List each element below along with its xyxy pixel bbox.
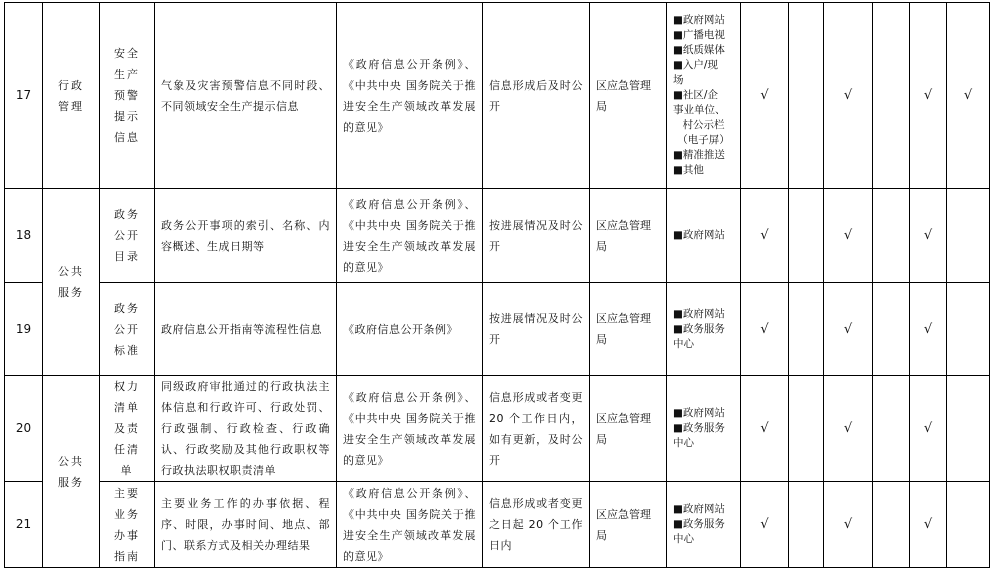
content-cell: 同级政府审批通过的行政执法主体信息和行政许可、行政处罚、行政强制、行政检查、行政确认、行政奖励及其他行政职权等行政执法职权职责清单 — [155, 376, 337, 482]
table-row — [5, 283, 992, 376]
check-mark: √ — [824, 482, 873, 568]
channel-item: 中心 — [673, 337, 734, 352]
channel-item: ■广播电视 — [673, 28, 734, 43]
category-cell: 行政 管理 — [43, 3, 100, 189]
channels-cell — [667, 482, 741, 568]
basis-cell: 《政府信息公开条例》、《中共中央 国务院关于推进安全生产领域改革发展的意见》 — [337, 189, 483, 283]
row-number: 17 — [5, 3, 43, 189]
timing-cell: 按进展情况及时公开 — [483, 189, 590, 283]
content-cell: 政府信息公开指南等流程性信息 — [155, 283, 337, 376]
content-cell: 主要业务工作的办事依据、程序、时限，办事时间、地点、部门、联系方式及相关办理结果 — [155, 482, 337, 568]
channel-item: ■纸质媒体 — [673, 43, 734, 58]
empty-cell — [873, 3, 910, 189]
basis-cell: 《政府信息公开条例》 — [337, 283, 483, 376]
empty-cell — [873, 283, 910, 376]
empty-cell — [873, 482, 910, 568]
check-mark: √ — [824, 3, 873, 189]
empty-cell — [947, 482, 990, 568]
timing-cell: 信息形成或者变更之日起 20 个工作日内 — [483, 482, 590, 568]
item-cell: 政务公开目录 — [100, 189, 155, 283]
table-row — [5, 3, 992, 189]
channels-cell — [667, 376, 741, 482]
dept-cell: 区应急管理局 — [590, 482, 667, 568]
empty-cell — [873, 376, 910, 482]
row-number: 18 — [5, 189, 43, 283]
check-mark: √ — [824, 189, 873, 283]
channel-item: ■其他 — [673, 163, 734, 178]
table-row — [5, 482, 992, 568]
empty-cell — [789, 283, 824, 376]
basis-cell: 《政府信息公开条例》、《中共中央 国务院关于推进安全生产领域改革发展的意见》 — [337, 482, 483, 568]
item-cell: 政务公开标准 — [100, 283, 155, 376]
item-cell: 主要业务办事指南 — [100, 482, 155, 568]
basis-cell: 《政府信息公开条例》、《中共中央 国务院关于推进安全生产领域改革发展的意见》 — [337, 376, 483, 482]
check-mark: √ — [824, 283, 873, 376]
table-row — [5, 376, 992, 482]
channel-item: ■政务服务 — [673, 322, 734, 337]
item-cell: 权力清单及责任清单 — [100, 376, 155, 482]
row-number: 20 — [5, 376, 43, 482]
channel-item: 事业单位、 — [673, 103, 734, 118]
category-cell: 公共 服务 — [43, 376, 100, 568]
channel-item: ■政府网站 — [673, 307, 734, 322]
empty-cell — [947, 283, 990, 376]
check-mark: √ — [910, 3, 947, 189]
empty-cell — [789, 376, 824, 482]
empty-cell — [947, 376, 990, 482]
check-mark: √ — [741, 283, 789, 376]
dept-cell: 区应急管理局 — [590, 376, 667, 482]
content-cell: 政务公开事项的索引、名称、内容概述、生成日期等 — [155, 189, 337, 283]
channel-item: ■政府网站 — [673, 406, 734, 421]
empty-cell — [947, 189, 990, 283]
empty-cell — [789, 3, 824, 189]
check-mark: √ — [741, 376, 789, 482]
check-mark: √ — [741, 482, 789, 568]
disclosure-table — [4, 2, 992, 568]
check-mark: √ — [947, 3, 990, 189]
check-mark: √ — [910, 482, 947, 568]
timing-cell: 按进展情况及时公开 — [483, 283, 590, 376]
channels-cell — [667, 189, 741, 283]
check-mark: √ — [910, 283, 947, 376]
channel-item: ■政务服务 — [673, 517, 734, 532]
check-mark: √ — [910, 189, 947, 283]
channel-item: 中心 — [673, 436, 734, 451]
check-mark: √ — [910, 376, 947, 482]
content-cell: 气象及灾害预警信息不同时段、不同领域安全生产提示信息 — [155, 3, 337, 189]
channel-item: 中心 — [673, 532, 734, 547]
category-cell: 公共 服务 — [43, 189, 100, 376]
channel-item: ■政府网站 — [673, 228, 734, 243]
channel-item: ■入户/现 — [673, 58, 734, 73]
dept-cell: 区应急管理局 — [590, 283, 667, 376]
row-number: 21 — [5, 482, 43, 568]
channel-item: 村公示栏 — [673, 118, 734, 133]
channel-item: ■政务服务 — [673, 421, 734, 436]
empty-cell — [789, 189, 824, 283]
channel-item: 场 — [673, 73, 734, 88]
channels-cell — [667, 283, 741, 376]
empty-cell — [873, 189, 910, 283]
timing-cell: 信息形成或者变更 20 个工作日内，如有更新，及时公开 — [483, 376, 590, 482]
check-mark: √ — [741, 3, 789, 189]
dept-cell: 区应急管理局 — [590, 3, 667, 189]
row-number: 19 — [5, 283, 43, 376]
item-cell: 安全生产预警提示信息 — [100, 3, 155, 189]
check-mark: √ — [824, 376, 873, 482]
basis-cell: 《政府信息公开条例》、《中共中央 国务院关于推进安全生产领域改革发展的意见》 — [337, 3, 483, 189]
timing-cell: 信息形成后及时公开 — [483, 3, 590, 189]
empty-cell — [789, 482, 824, 568]
dept-cell: 区应急管理局 — [590, 189, 667, 283]
channel-item: ■社区/企 — [673, 88, 734, 103]
check-mark: √ — [741, 189, 789, 283]
channels-cell — [667, 3, 741, 189]
table-row — [5, 189, 992, 283]
channel-item: ■政府网站 — [673, 502, 734, 517]
channel-item: ■政府网站 — [673, 13, 734, 28]
channel-item: （电子屏） — [673, 133, 734, 148]
channel-item: ■精准推送 — [673, 148, 734, 163]
